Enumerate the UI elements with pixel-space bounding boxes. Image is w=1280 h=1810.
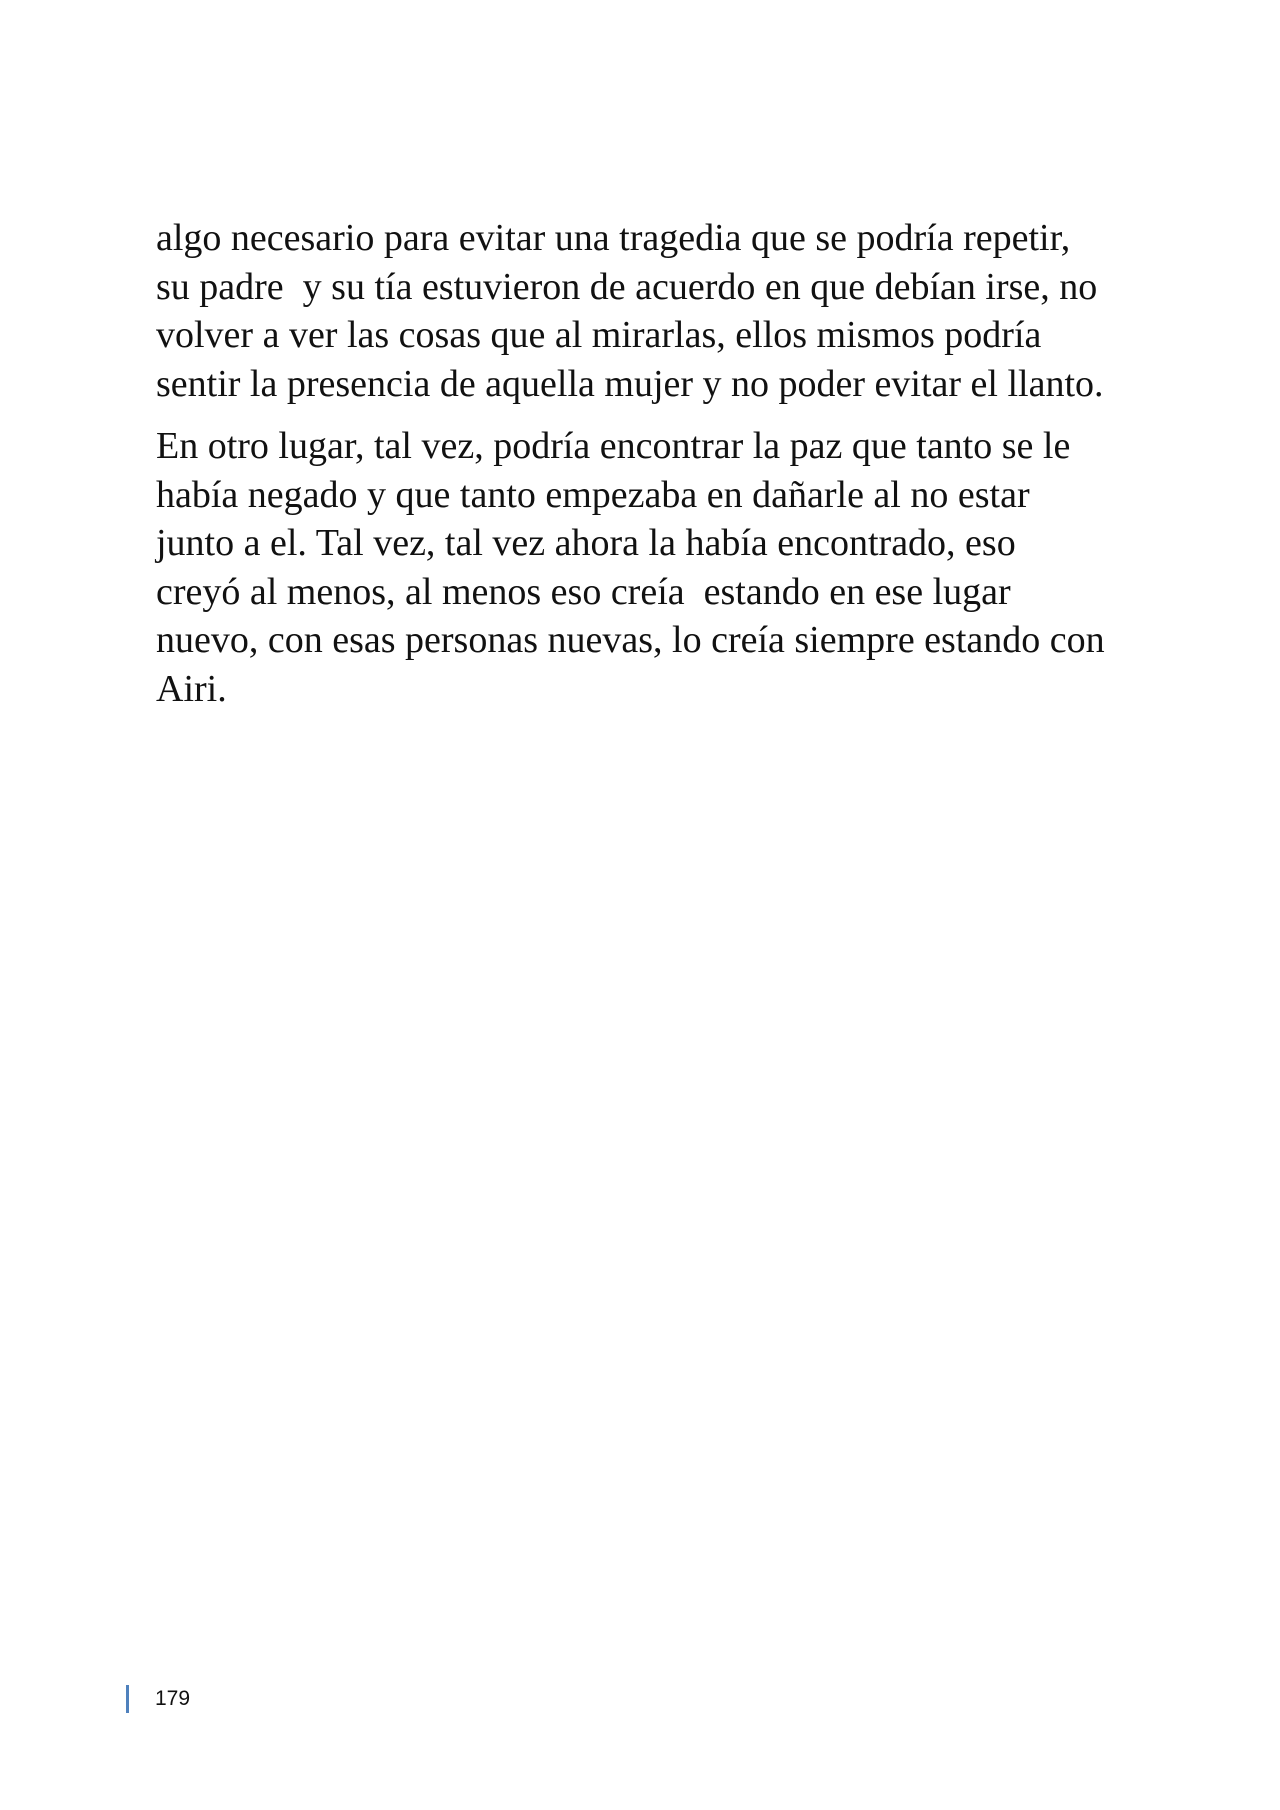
text-line: volver a ver las cosas que al mirarlas, ellos mismos podría [156, 314, 1042, 356]
text-line: su padre y su tía estuvieron de acuerdo en que debían irse, no [156, 265, 1098, 308]
footer-accent-bar [126, 1685, 129, 1713]
text-line: junto a el. Tal vez, tal vez ahora la había encontrado, eso [156, 522, 1016, 564]
text-line: nuevo, con esas personas nuevas, lo creía siempre estando con [156, 619, 1105, 661]
body-text [156, 214, 1136, 727]
paragraph-2 [156, 422, 1136, 713]
page-number: 179 [155, 1687, 191, 1710]
text-line: sentir la presencia de aquella mujer y no poder evitar el llanto. [156, 362, 1104, 405]
text-line: algo necesario para evitar una tragedia que se podría repetir, [156, 217, 1071, 259]
text-line: había negado y que tanto empezaba en dañarle al no estar [156, 473, 1030, 516]
page-footer [126, 1684, 190, 1714]
text-line: Airi. [156, 667, 227, 710]
text-line: creyó al menos, al menos eso creía estando en ese lugar [156, 570, 1011, 613]
paragraph-1 [156, 214, 1136, 408]
text-line: En otro lugar, tal vez, podría encontrar la paz que tanto se le [156, 425, 1071, 467]
